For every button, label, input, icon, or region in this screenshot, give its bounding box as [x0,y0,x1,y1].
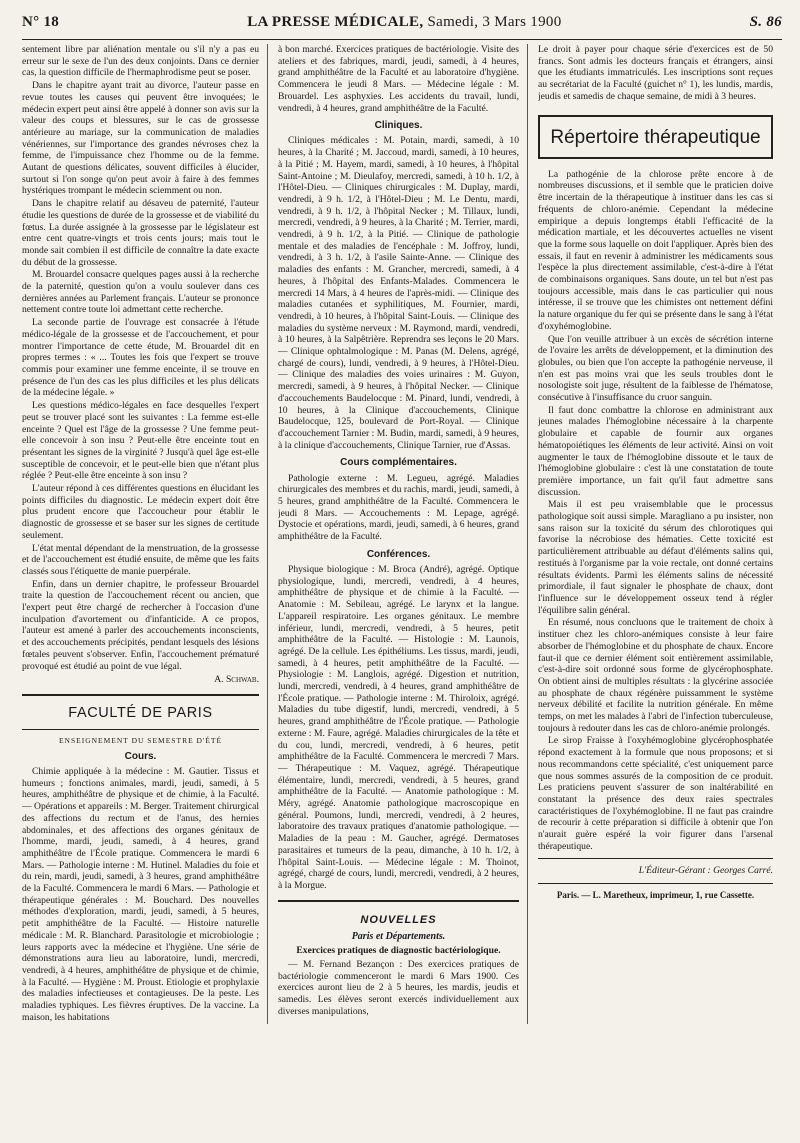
cours-text: Chimie appliquée à la médecine : M. Gautier. Tissus et humeurs ; fonctions animales, mardi, jeudi, samedi, à 5 heures, amphithéâtre de physique et de chimie, à la Faculté. — Opérations et appareils : M. Berger. Traitement chirurgical des affections du rectum et de l'anus, des hernies abdominales, et des affections des organes génitaux de l'homme, mardi, jeudi, samedi, à 4 heures, grand amphithéâtre de l'École pratique. Commencera le mardi 6 Mars. — Pathologie interne : M. Hutinel. Maladies du foie et du rein, mardi, jeudi, samedi, à 3 heures, grand amphithéâtre de la Faculté. Commencera le mardi 6 Mars. — Pathologie et thérapeutique générales : M. Bouchard. Des nouvelles méthodes d'exploration, mardi, jeudi, samedi, à 5 heures, petit amphithéâtre de la Faculté. — Histoire naturelle médicale : M. R. Blanchard. Parasitologie et microbiologie ; leurs rapports avec la médecine et l'hygiène. Une série de démonstrations aura lieu au laboratoire, lundi, mercredi, vendredi, à 4 heures, amphithéâtre de physique et de chimie, à la Faculté. — Hygiène : M. Proust. Etiologie et prophylaxie des maladies infectieuses et contagieuses. De la peste. Les maladies typhiques. Les fièvres éruptives. De la vaccine. La maison, les habitations [22,765,259,1023]
paragraph: En résumé, nous concluons que le traitement de choix à instituer chez les chloro-anémiques consiste à leur faire absorber de l'hémoglobine et du phosphate de chaux. Encore faut-il que ce dernier élément soit entièrement assimilable, c'est-à-dire soit ordonné sous forme de glycérophosphate. On obtient ainsi de multiples résultats : la glycérine associée au phosphate de chaux régénère puissamment le système nerveux débilité et facilite la nutrition générale. En même temps, on met les malades à l'abri de l'infection tuberculeuse, toujours à redouter dans les cas de chloro-anémie prolongés. [538,617,773,734]
paragraph: sentement libre par aliénation mentale ou s'il n'y a pas eu erreur sur le sexe de l'un des deux conjoints. Dans ce dernier cas, la question difficile de l'hermaphrodisme peut se poser. [22,44,259,79]
paragraph: La pathogénie de la chlorose prête encore à de nombreuses discussions, et il semble que le praticien doive être incertain de la thérapeutique à instituer dans les cas si fréquents de chloro-anémie. Cependant la médecine empirique a depuis longtemps établi l'efficacité de la médication martiale, et les découvertes actuelles ne visent que la forme sous laquelle on doit l'appliquer. Après bien des essais, il faut en revenir à administrer les médicaments sous l'espèce la plus directement assimilable, c'est-à-dire à l'état de combinaisons organiques. Sans doute, un tel but n'est pas toujours accessible, mais dans le cas particulier qui nous intéresse, il se trouve que les chimistes ont nettement défini la nature organique du fer qui se présente dans le sang à l'état d'oxyhémoglobine. [538,168,773,332]
page-number: S. 86 [749,14,782,30]
paragraph: Mais il est peu vraisemblable que le processus pathologique soit aussi simple. Maragliano a pu insister, non sans raison sur la toxicité du sérum des chlorotiques qui favorise la nécrobiose des hématies. Cette toxicité est particulièrement attribuable au défaut d'éléments salins qui, restitués à l'organisme par la voie rectale, ont donné certains résultats évidents. Parmi les éléments salins de nécessité primordiale, il faut signaler le phosphate de chaux, dont l'influence sur le développement osseux tend à régler l'équilibre salin général. [538,499,773,616]
issue-number: N° 18 [22,14,60,30]
paragraph: à bon marché. Exercices pratiques de bactériologie. Visite des ateliers et des fabriques, mardi, jeudi, samedi, à 4 heures, grand amphithéâtre de la Faculté et au laboratoire d'hygiène. Commencera le jeudi 8 Mars. — Médecine légale : M. Brouardel. Les asphyxies. Les accidents du travail, lundi, vendredi, à 4 heures, grand amphithéâtre de la Faculté. [278,44,519,114]
exercices-text: — M. Fernand Bezançon : Des exercices pratiques de bactériologie commenceront le mardi 6 Mars 1900. Ces exercices auront lieu de 2 à 5 heures, les mardis, jeudis et samedis. Les élèves seront exercés individuellement aux diverses manipulations, [278,958,519,1017]
paragraph: Le sirop Fraisse à l'oxyhémoglobine glycérophosphatée répond exactement à la formule que nous proposons; et si nous recommandons cette spécialité, c'est uniquement parce que nous sommes assurés de la composition de ce produit. Les praticiens peuvent s'assurer de son inaltérabilité en constatant la présence des deux raies spectrales caractéristiques de l'oxyhémoglobine. Il ne faut pas craindre de recourir à cette préparation si difficile à obtenir que l'on n'aurait guère espéré la voir figurer dans l'arsenal thérapeutique. [538,735,773,852]
repertoire-therapeutique-title: Répertoire thérapeutique [538,115,773,159]
semester-subtitle: ENSEIGNEMENT DU SEMESTRE D'ÉTÉ [58,735,223,745]
faculty-section-title: FACULTÉ DE PARIS [22,694,259,730]
nouvelles-title: NOUVELLES [278,900,519,927]
conferences-text: Physique biologique : M. Broca (André), agrégé. Optique physiologique, lundi, mercredi, vendredi, à 4 heures, amphithéâtre de physique et de chimie à la Faculté. — Anatomie : M. Sebileau, agrégé. Le larynx et la langue. L'appareil respiratoire. Les organes génitaux. Le membre inférieur, lundi, mercredi, vendredi, à 5 heures, petit amphithéâtre de la Faculté. — Histologie : M. Launois, agrégé. De la cellule. Les épithéliums. Les tissus, mardi, jeudi, samedi, à 4 heures, petit amphithéâtre de la Faculté. — Physiologie : M. Langlois, agrégé. Digestion et nutrition, lundi, mercredi, vendredi, à 4 heures, grand amphithéâtre de l'École pratique. — Pathologie interne : M. Thiroloix, agrégé. Maladies du tube digestif, lundi, mercredi, vendredi, à 5 heures, grand amphithéâtre de l'École pratique. — Pathologie externe : M. Faure, agrégé. Maladies chirurgicales de la tête et du cou, lundi, mercredi, vendredi, à 6 heures, petit amphithéâtre de la Faculté. Commencera le mercredi 7 Mars. — Thérapeutique : M. Vaquez, agrégé. Thérapeutique élémentaire, lundi, mercredi, vendredi, à 5 heures, grand amphithéâtre de la Faculté. — Anatomie pathologique : M. Méry, agrégé. Anatomie pathologique macroscopique en général. Poumons, lundi, mercredi, vendredi, à 2 heures, laboratoire des travaux pratiques d'anatomie pathologique. — Maladies de la peau : M. Gaucher, agrégé. Dermatoses parasitaires et tumeurs de la peau, dimanche, à 10 h. 1/2, à l'hôpital Saint-Louis. — Médecine légale : M. Thoinot, agrégé, chargé de cours, lundi, mercredi, vendredi, à 2 heures, à la Morgue. [278,563,519,891]
paragraph: Le droit à payer pour chaque série d'exercices est de 50 francs. Sont admis les docteurs français et étrangers, ainsi que les étudiants immatriculés. Les inscriptions sont reçues au secrétariat de la Faculté (guichet n° 1), les lundis, mardis, jeudis et samedis de chaque semaine, de midi à 3 heures. [538,44,773,102]
newspaper-title: LA PRESSE MÉDICALE, [247,14,424,30]
paris-departements-heading: Paris et Départements. [351,931,446,943]
paragraph: Il faut donc combattre la chlorose en administrant aux jeunes malades l'hémoglobine nécessaire à la charpente globulaire et capable de fournir aux organes hématopoiétiques les éléments de leur activité. Ainsi on voit augmenter le taux de l'hémoglobine dissoute et le taux de l'hémoglobine globulaire : c'est là une constatation de toute première importance, un fait qu'il faut admettre sans discussion. [538,404,773,498]
paragraph: L'état mental dépendant de la menstruation, de la grossesse et de l'accouchement est étudié ensuite, de même que les faits classés sous l'étiquette de manie puerpérale. [22,542,259,577]
exercices-heading: Exercices pratiques de diagnostic bactériologique. [296,945,501,957]
paragraph: Dans le chapitre relatif au désaveu de paternité, l'auteur étudie les questions de durée de la grossesse et de viabilité du fœtus. La durée assignée à la grossesse par le législateur est entre cent quatre-vingts et trois cents jours; mais tout le monde sait combien il est difficile de connaître la date exacte du début de la grossesse. [22,198,259,268]
conferences-heading: Conférences. [366,548,431,560]
paragraph: L'auteur répond à ces différentes questions en élucidant les points difficiles du diagnostic. Le médecin expert doit être plus prudent encore que l'accoucheur pour établir le diagnostic de grossesse et se baser sur les signes de certitude seulement. [22,483,259,541]
issue-date: Samedi, 3 Mars 1900 [427,14,562,30]
paragraph: Les questions médico-légales en face desquelles l'expert peut se trouver placé sont les suivantes : La femme est-elle enceinte ? Quel est l'âge de la grossesse ? Une femme peut-elle concevoir à son insu ? Peut-elle être enceinte tout en présentant les signes de la virginité ? Jusqu'à quel âge est-elle susceptible de concevoir, et le peut-elle bien que n'étant plus réglée ? Peut-elle être enceinte à son insu ? [22,400,259,482]
column-1 [22,44,268,1024]
paragraph: M. Brouardel consacre quelques pages aussi à la recherche de la paternité, question qu'on a voulu soulever dans ces dernières années au Parlement français. L'auteur se prononce nettement contre toute loi admettant cette recherche. [22,269,259,316]
author-signature: A. Schwab. [214,674,259,686]
masthead [22,0,782,40]
cliniques-heading: Cliniques. [374,120,423,132]
paragraph: Que l'on veuille attribuer à un excès de sécrétion interne de l'ovaire les arrêts de développement, et la diminution des globules, ou bien que l'on accepte la pathogénie nerveuse, il n'en est pas moins vrai que les seuls troubles dont le nosologiste soit juge, résultent de la faiblesse de l'hématose, consécutive à l'insuffisance du cruor sanguin. [538,333,773,404]
paragraph: La seconde partie de l'ouvrage est consacrée à l'étude médico-légale de la grossesse et de l'accouchement, et pour montrer l'importance de cette étude, M. Brouardel dit en propres termes : « ... Toutes les fois que l'expert se trouve commis pour examiner une femme enceinte, il se trouve en présence de l'un des cas les plus difficiles et les plus délicats de la médecine légale. » [22,317,259,399]
column-3 [538,44,773,1024]
paragraph: Dans le chapitre ayant trait au divorce, l'auteur passe en revue toutes les causes qui peuvent être invoquées; le médecin expert peut ainsi être appelé à donner son avis sur la valeur des coups et blessures, sur le cas de grossesse antérieure au mariage, sur la communication de maladies vénériennes, sur l'importance des grandes névroses chez la femme, de l'impuissance chez l'homme ou de la femme. Autant de questions délicates, souvent difficiles à élucider, surtout si l'on songe qu'on peut avoir à faire à des femmes hystériques trompant le médecin sciemment ou non. [22,80,259,197]
cours-complementaires-heading: Cours complémentaires. [340,457,457,469]
paragraph: Enfin, dans un dernier chapitre, le professeur Brouardel traite la question de l'accouchement récent ou ancien, que l'expert peut être chargé de rechercher à l'occasion d'une inculpation d'avortement ou d'infanticide. A ce propos, l'auteur est amené à parler des accouchements inconscients, et des accouchements précipités, pendant lesquels des lésions fœtales peuvent s'observer. Enfin, l'accouchement prématuré provoqué est étudié au point de vue légal. [22,578,259,672]
column-2 [278,44,528,1024]
cliniques-text: Cliniques médicales : M. Potain, mardi, samedi, à 10 heures, à la Charité ; M. Jaccoud, mardi, samedi, à 10 heures, à la Pitié ; M. Hayem, mardi, samedi, à 10 heures, à l'hôpital Saint-Antoine ; M. Dieulafoy, mercredi, samedi, à 10 h. 1/2, à l'Hôtel-Dieu. — Cliniques chirurgicales : M. Duplay, mardi, vendredi, à 9 h. 1/2, à l'Hôtel-Dieu ; M. Le Dentu, mardi, vendredi, à 9 h. 1/2, à l'hôpital Necker ; M. Tillaux, lundi, mercredi, vendredi, à 9 heures, à la Charité ; M. Terrier, mardi, vendredi, à 9 h. 1/2, à la Pitié. — Clinique de pathologie mentale et des maladies de l'encéphale : M. Joffroy, lundi, vendredi, à 3 h. 1/2, à l'asile Sainte-Anne. — Clinique des maladies des enfants : M. Grancher, mercredi, samedi, à 4 heures, à l'hôpital des Enfants-Malades. Commencera le mercredi 14 Mars, à 4 heures de l'après-midi. — Clinique des maladies cutanées et syphilitiques, M. Fournier, mardi, vendredi, à 10 heures, à l'hôpital Saint-Louis. — Clinique des maladies du système nerveux : M. Raymond, mardi, vendredi, à 10 heures, à la Salpêtrière. Reprendra ses leçons le 20 Mars. — Clinique ophtalmologique : M. Panas (M. Delens, agrégé, chargé de cours), lundi, vendredi, à 9 heures, à l'Hôtel-Dieu. — Clinique des maladies des voies urinaires : M. Guyon, mercredi, samedi, à 9 heures, à l'hôpital Necker. — Clinique d'accouchements Baudelocque : M. Pinard, lundi, vendredi, à 10 heures, à la Clinique d'accouchements, Clinique Baudelocque, 125, boulevard de Port-Royal. — Clinique d'accouchement Tarnier : M. Budin, mardi, samedi, à 9 heures, à la clinique d'accouchements, Clinique Tarnier, rue d'Assas. [278,135,519,451]
editor-gerant: L'Éditeur-Gérant : Georges Carré. [638,865,773,877]
divider [538,858,773,859]
cours-heading: Cours. [124,750,157,762]
printer-imprint: Paris. — L. Maretheux, imprimeur, 1, rue Cassette. [538,883,773,901]
cours-complementaires-text: Pathologie externe : M. Legueu, agrégé. Maladies chirurgicales des membres et du rachis, mardi, jeudi, samedi, à 5 heures, grand amphithéâtre de la Faculté. Commencera le jeudi 8 Mars. — Accouchements : M. Lepage, agrégé. Dystocie et opérations, mardi, jeudi, samedi, à 6 heures, grand amphithéâtre de la Faculté. [278,472,519,543]
